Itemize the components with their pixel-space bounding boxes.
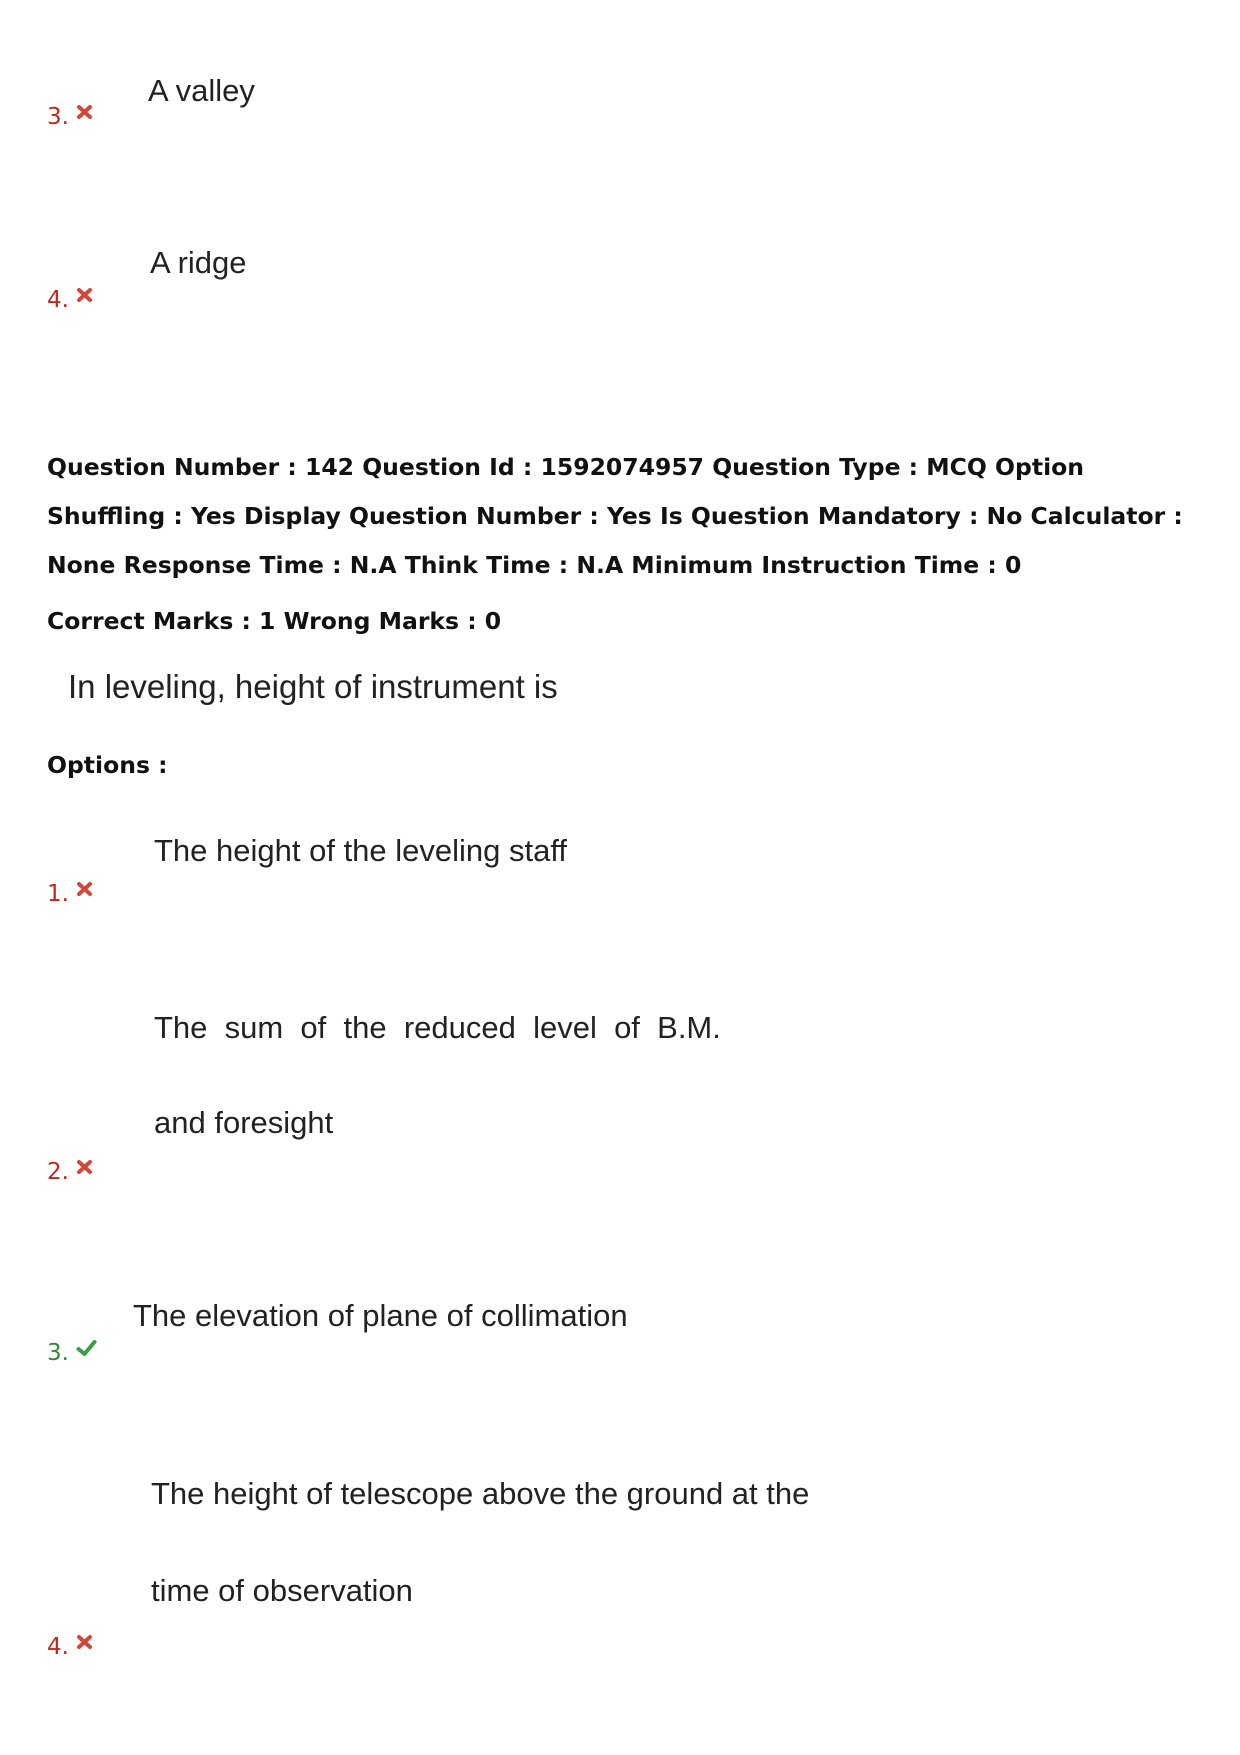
option-2-label: [47, 1161, 95, 1184]
option-4-text-line-2: time of observation: [151, 1573, 413, 1608]
cross-icon: [75, 1157, 95, 1177]
option-3-number: 3.: [47, 1340, 69, 1366]
option-2-number: 2.: [47, 1159, 69, 1185]
option-1-label: [47, 883, 95, 906]
prev-option-4-label: [47, 289, 95, 312]
option-4-text-line-1: The height of telescope above the ground at the: [151, 1476, 810, 1511]
question-stem: In leveling, height of instrument is: [68, 668, 558, 705]
option-3-text: The elevation of plane of collimation: [133, 1298, 628, 1333]
prev-option-4-number: 4.: [47, 287, 69, 313]
option-4-label: [47, 1636, 95, 1659]
option-1-text: The height of the leveling staff: [154, 833, 568, 868]
prev-option-4-text: A ridge: [150, 245, 247, 280]
option-4-number: 4.: [47, 1634, 69, 1660]
options-label: Options :: [47, 751, 168, 779]
check-icon: [75, 1338, 98, 1358]
cross-icon: [75, 285, 95, 305]
option-3-label: [47, 1342, 98, 1365]
cross-icon: [75, 1632, 95, 1652]
cross-icon: [75, 102, 95, 122]
prev-option-3-text: A valley: [148, 73, 255, 108]
option-2-text-line-1: The sum of the reduced level of B.M.: [154, 1010, 721, 1045]
question-meta: Question Number : 142 Question Id : 1592074957 Question Type : MCQ Option Shuffling : Yes Display Question Number : Yes Is Question Mandatory : No Calculator : None Response Time : N.A Think Time : N.A Minimum Instruction Time : 0: [47, 453, 1183, 579]
prev-option-3-number: 3.: [47, 104, 69, 130]
option-2-text-line-2: and foresight: [154, 1105, 334, 1140]
prev-option-3-label: [47, 106, 95, 129]
option-1-number: 1.: [47, 881, 69, 907]
cross-icon: [75, 879, 95, 899]
marks-info: Correct Marks : 1 Wrong Marks : 0: [47, 607, 502, 635]
